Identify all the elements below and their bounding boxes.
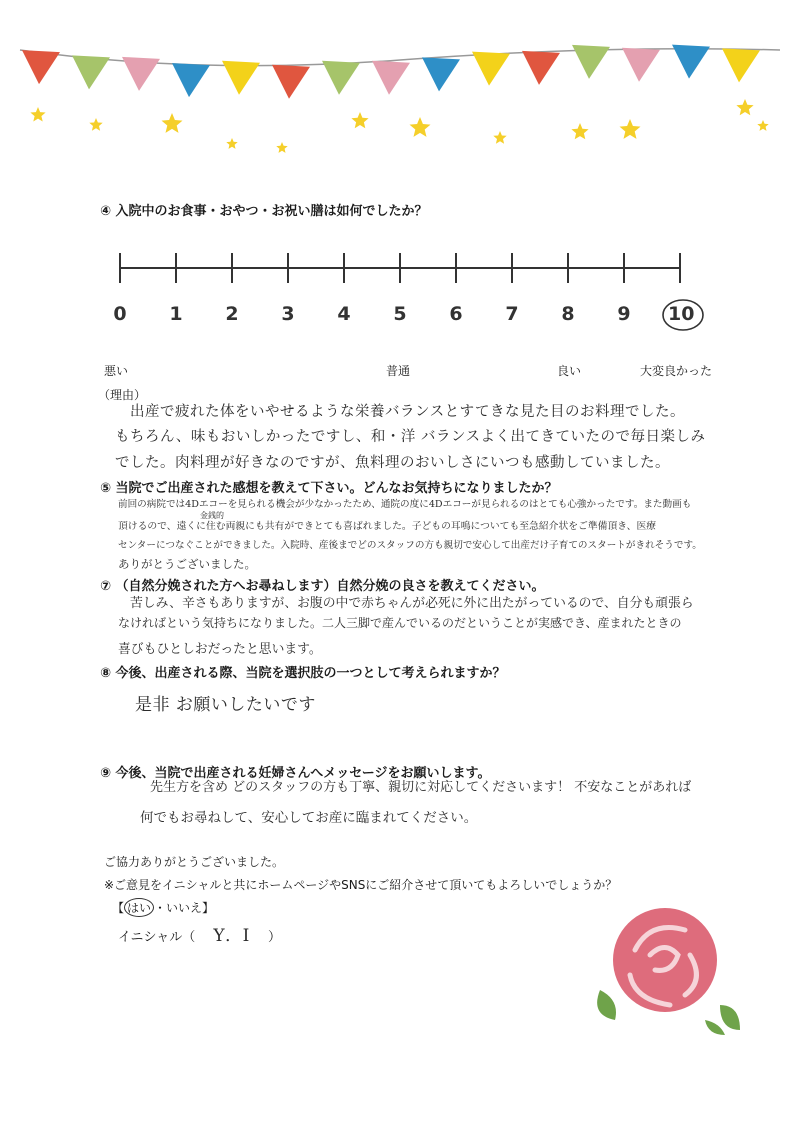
initials-row [118,921,281,946]
bunting-flag [22,50,60,84]
reason-line: もちろん、味もおいしかったですし、和・洋 バランスよく出てきていたので毎日楽しみ [115,429,706,445]
star-icon [351,112,368,128]
bunting-flag [572,45,610,79]
rating-scale [110,245,700,285]
scale-label: 10 [668,303,695,325]
question-number: ⑤ [100,481,112,496]
scale-label: 4 [337,303,351,325]
scale-label: 1 [169,303,183,325]
star-icon [30,107,45,122]
answer-line: なければという気持ちになりました。二人三脚で産んでいるのだということが実感でき、産まれたときの [118,616,682,630]
star-icon [736,99,753,115]
option-no: いいえ [166,901,203,915]
answer-line: 何でもお尋ねして、安心してお産に臨まれてください。 [140,810,478,826]
initials-value: Y．I [213,926,250,946]
reason-label: （理由） [98,388,147,402]
scale-label: 3 [281,303,295,325]
question-text: 入院中のお食事・おやつ・お祝い膳は如何でしたか？ [115,204,428,219]
star-icon [571,123,588,139]
question-text: 今後、出産される際、当院を選択肢の一つとして考えられますか？ [115,666,506,681]
question-number: ⑨ [100,766,112,781]
initials-close: ） [267,930,281,945]
question-8 [100,662,506,681]
bunting-flag [472,52,510,86]
scale-label: 2 [225,303,239,325]
bunting-flag [422,57,460,91]
bunting-flag [222,61,260,95]
bunting-flag [722,48,760,82]
label-normal: 普通 [386,364,411,378]
question-number: ④ [100,204,112,219]
thanks-text: ご協力ありがとうございました。 [104,855,285,869]
consent-options: 【 はい ・いいえ】 [112,898,214,917]
question-text: 当院でご出産された感想を教えて下さい。どんなお気持ちになりましたか？ [115,481,558,496]
bunting-flag [622,48,660,82]
rose-flower [613,908,717,1012]
scale-label: 7 [505,303,519,325]
label-good: 良い [557,364,582,378]
answer-line: 先生方を含め どのスタッフの方も丁寧、親切に対応してくださいます！ 不安なことがあれば [150,780,692,795]
label-bad: 悪い [104,364,129,378]
question-number: ⑧ [100,666,112,681]
scale-label: 5 [393,303,407,325]
rose-illustration [590,895,750,1045]
bunting-flag [122,57,160,91]
star-icon [757,120,768,131]
question-text: （自然分娩された方へお尋ねします）自然分娩の良さを教えてください。 [115,579,545,594]
consent-question: ※ご意見をイニシャルと共にホームページやSNSにご紹介させて頂いてもよろしいでしょうか？ [104,878,618,892]
bunting-flag [522,51,560,85]
scale-label: 8 [561,303,575,325]
bunting-flag [272,65,310,99]
scale-label: 9 [617,303,631,325]
star-icon [493,131,506,144]
selected-rating-circle [660,296,706,334]
initials-label: イニシャル（ [118,930,196,945]
star-icon [410,117,431,137]
answer-line: 前回の病院では4Dエコーを見られる機会が少なかったため、通院の度に4Dエコーが見られるのはとても心強かったです。また動画も [118,499,692,510]
bunting-flag [72,55,110,89]
question-4 [100,200,428,219]
star-icon [276,142,287,153]
annotation: 金銭的 [200,511,224,520]
separator: ・ [154,901,167,915]
bunting-flag [172,63,210,97]
question-text: 今後、当院で出産される妊婦さんへメッセージをお願いします。 [115,766,491,781]
bunting-flag [322,61,360,95]
answer-line: ありがとうございました。 [118,557,256,571]
answer-line: 喜びもひとしおだったと思います。 [118,642,322,657]
scale-label: 0 [113,303,127,325]
star-icon [89,118,102,131]
reason-line: 出産で疲れた体をいやせるような栄養バランスとすてきな見た目のお料理でした。 [130,404,685,420]
label-very-good: 大変良かった [640,364,713,378]
answer-line: 頂けるので、遠くに住む両親にも共有ができとても喜ばれました。子どもの耳鳴についても至急紹介状をご準備頂き、医療 [118,521,657,532]
option-yes-circled: はい [124,898,154,917]
answer-line: 苦しみ、辛さもありますが、お腹の中で赤ちゃんが必死に外に出たがっているので、自分も頑張ら [130,596,694,611]
star-icon [162,113,183,133]
question-number: ⑦ [100,579,112,594]
star-icon [226,138,237,149]
bunting-flag [372,61,410,95]
answer-line: センターにつなぐことができました。入院時、産後までどのスタッフの方も親切で安心して出産だけ子育てのスタートがきれそうです。 [118,540,702,551]
question-5 [100,477,558,496]
bunting-flag [672,45,710,79]
reason-line: でした。肉料理が好きなのですが、魚料理のおいしさにいつも感動していました。 [115,455,670,471]
bunting-banner [0,0,800,160]
scale-label: 6 [449,303,463,325]
star-icon [620,119,641,139]
answer: 是非 お願いしたいです [135,695,316,715]
